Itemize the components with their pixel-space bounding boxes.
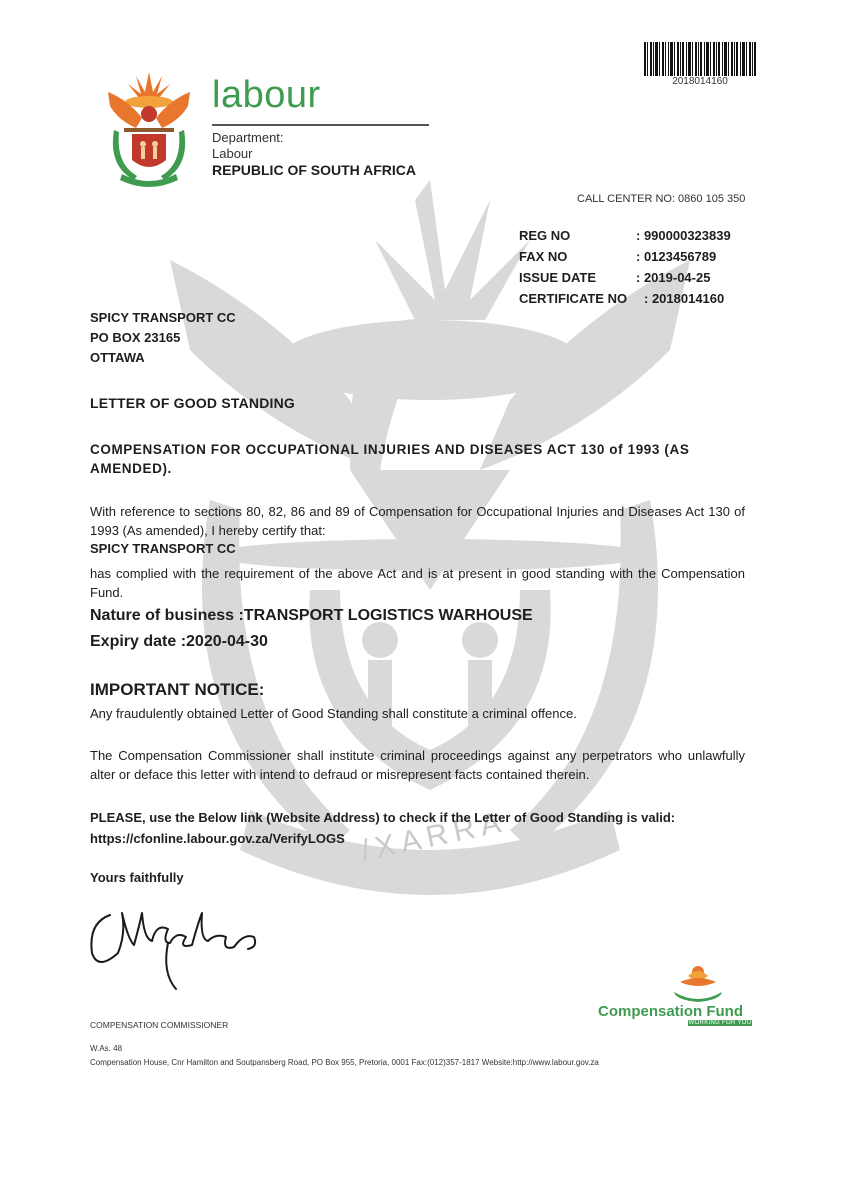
expiry-date: Expiry date :2020-04-30 bbox=[90, 633, 268, 650]
fax-no-value: : 0123456789 bbox=[636, 249, 717, 264]
address-po-box: PO BOX 23165 bbox=[90, 330, 181, 345]
verify-link[interactable]: https://cfonline.labour.gov.za/VerifyLOGS bbox=[90, 831, 345, 846]
fax-no-label: FAX NO bbox=[519, 249, 568, 264]
issue-date-value: : 2019-04-25 bbox=[636, 270, 711, 285]
compensation-fund-tagline: WORKING FOR YOU bbox=[688, 1020, 752, 1026]
signature bbox=[82, 893, 282, 993]
compensation-fund-logo-icon bbox=[668, 962, 728, 1006]
closing: Yours faithfully bbox=[90, 870, 184, 885]
verify-instruction: PLEASE, use the Below link (Website Address) to check if the Letter of Good Standing is valid: bbox=[90, 810, 676, 825]
header-divider bbox=[212, 124, 429, 126]
call-center-number: CALL CENTER NO: 0860 105 350 bbox=[577, 193, 746, 205]
department-label: Department: bbox=[212, 130, 284, 145]
footer-address: Compensation House, Cnr Hamilton and Soutpansberg Road, PO Box 955, Pretoria, 0001 Fax:(012)357-1817 Website:http://www.labour.gov.za bbox=[90, 1058, 599, 1067]
country-name: REPUBLIC OF SOUTH AFRICA bbox=[212, 162, 417, 178]
compensation-fund-logo-text: Compensation Fund bbox=[598, 1003, 743, 1020]
reg-no-label: REG NO bbox=[519, 228, 571, 243]
letter-title: LETTER OF GOOD STANDING bbox=[90, 395, 296, 411]
labour-brand: labour bbox=[212, 74, 321, 116]
certified-company: SPICY TRANSPORT CC bbox=[90, 541, 236, 556]
coat-of-arms-logo bbox=[104, 70, 194, 188]
barcode-number: 2018014160 bbox=[672, 76, 728, 87]
act-title: COMPENSATION FOR OCCUPATIONAL INJURIES AND DISEASES ACT 130 of 1993 (AS AMENDED). bbox=[90, 442, 690, 476]
issue-date-label: ISSUE DATE bbox=[519, 270, 597, 285]
barcode bbox=[642, 42, 758, 76]
watermark-motto: /XARRA bbox=[358, 805, 510, 869]
notice-line-2: The Compensation Commissioner shall institute criminal proceedings against any perpetrators who unlawfully alter or deface this letter with intend to defraud or misrepresent facts contained therein. bbox=[90, 748, 745, 782]
notice-title: IMPORTANT NOTICE: bbox=[90, 680, 265, 699]
signatory-title: COMPENSATION COMMISSIONER bbox=[90, 1020, 229, 1030]
address-company: SPICY TRANSPORT CC bbox=[90, 310, 236, 325]
nature-of-business: Nature of business :TRANSPORT LOGISTICS WARHOUSE bbox=[90, 607, 533, 624]
compliance-paragraph: has complied with the requirement of the above Act and is at present in good standing with the Compensation Fund. bbox=[90, 566, 745, 600]
address-city: OTTAWA bbox=[90, 350, 145, 365]
notice-line-1: Any fraudulently obtained Letter of Good Standing shall constitute a criminal offence. bbox=[90, 706, 577, 721]
department-name: Labour bbox=[212, 146, 253, 161]
form-number: W.As. 48 bbox=[90, 1044, 123, 1053]
reg-no-value: : 990000323839 bbox=[636, 228, 731, 243]
certificate-no-value: : 2018014160 bbox=[644, 291, 725, 306]
intro-paragraph: With reference to sections 80, 82, 86 and 89 of Compensation for Occupational Injuries and Diseases Act 130 of 1993 (As amended), I hereby certify that: bbox=[90, 504, 745, 538]
certificate-no-label: CERTIFICATE NO bbox=[519, 291, 628, 306]
